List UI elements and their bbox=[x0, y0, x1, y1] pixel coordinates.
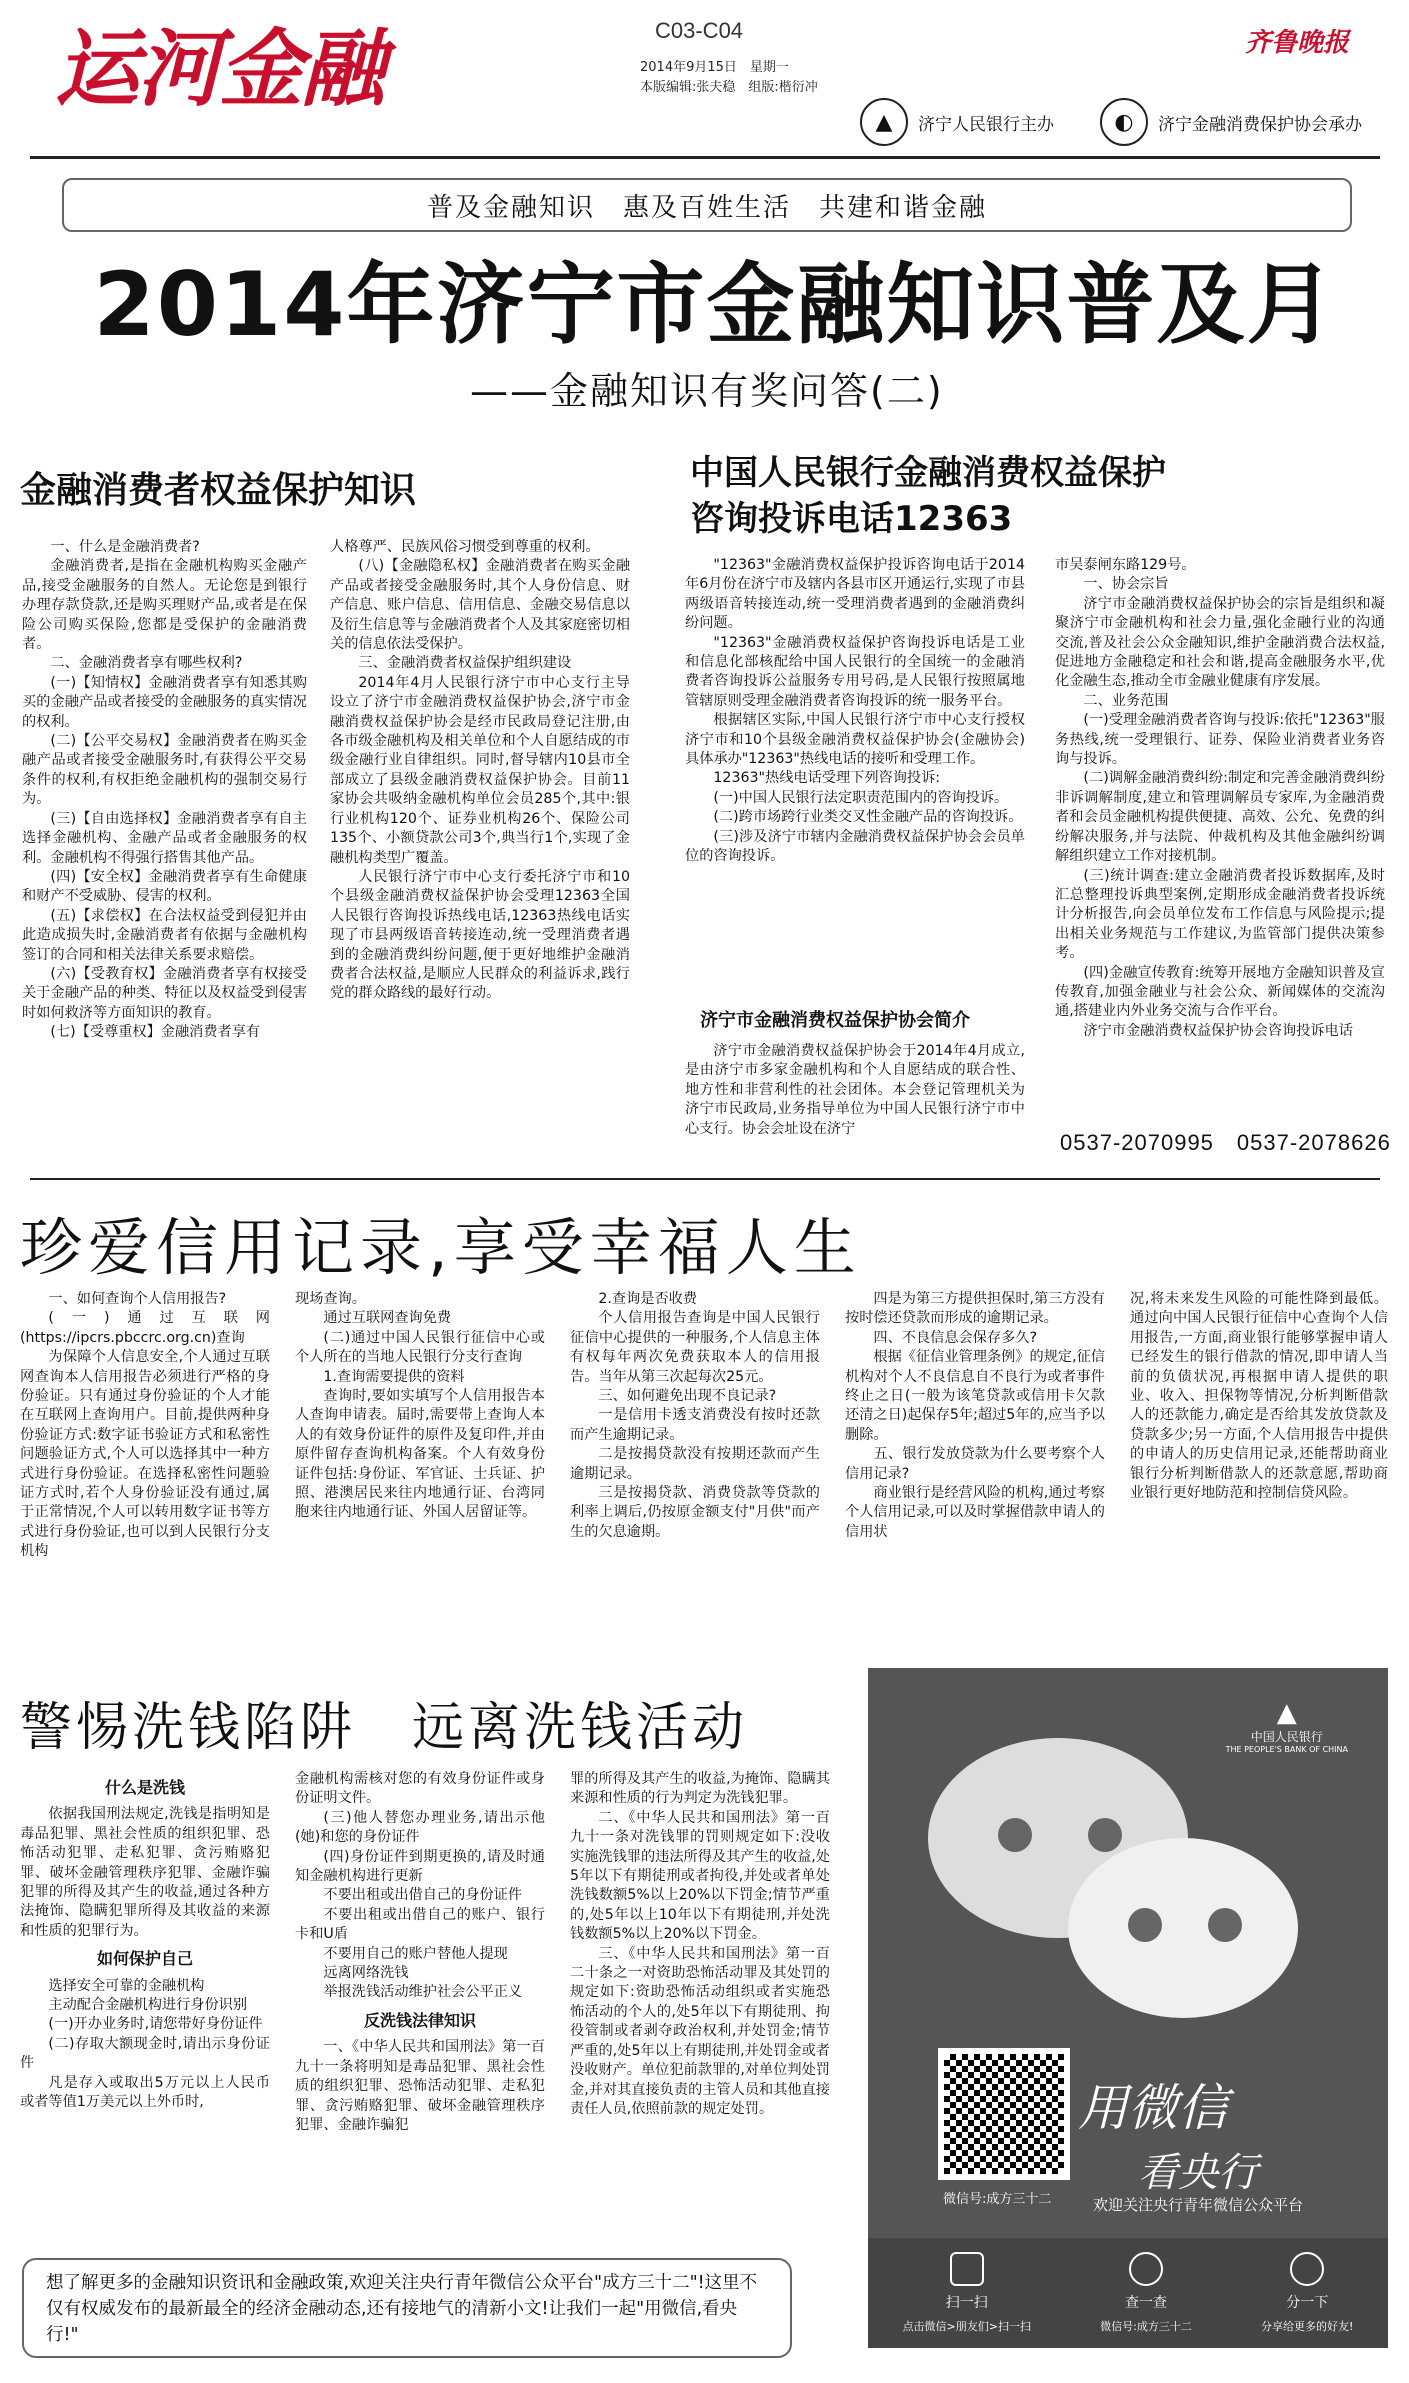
consumer-rights-column-2 bbox=[330, 538, 630, 1168]
paragraph: "12363"金融消费权益保护投诉咨询电话于2014年6月份在济宁市及辖内各县市区开通运行,实现了市县两级语音转接连动,统一受理消费者遇到的金融消费纠纷问题。 bbox=[685, 557, 1025, 632]
paragraph: (二)调解金融消费纠纷:制定和完善金融消费纠纷非诉调解制度,建立和管理调解员专家库,为金融消费者和会员金融机构提供便捷、高效、公允、免费的纠纷解决服务,并与法院、仲裁机构及其他金融纠纷调解组织建立工作对接机制。 bbox=[1055, 770, 1385, 865]
sponsor-association bbox=[1100, 98, 1362, 146]
section-divider bbox=[30, 1178, 1380, 1180]
paragraph: (四)身份证件到期更换的,请及时通知金融机构进行更新 bbox=[295, 1848, 545, 1885]
paragraph: (一)通过互联网(https://ipcrs.pbccrc.org.cn)查询 bbox=[20, 1310, 270, 1346]
paragraph: 举报洗钱活动维护社会公平正义 bbox=[323, 1984, 523, 2001]
sponsor-pboc-label: 济宁人民银行主办 bbox=[918, 114, 1054, 135]
paragraph: (八)【金融隐私权】金融消费者在购买金融产品或者接受金融服务时,其个人身份信息、财产信息、账户信息、信用信息、金融交易信息以及衍生信息等与金融消费者个人及其家庭密切相关的信息依法受保护。 bbox=[330, 558, 630, 653]
paragraph: 一是信用卡透支消费没有按时还款而产生逾期记录。 bbox=[570, 1407, 820, 1443]
paragraph: (七)【受尊重权】金融消费者享有 bbox=[50, 1024, 261, 1041]
paper-logo: 齐鲁晚报 bbox=[1245, 28, 1350, 58]
paragraph: 二是按揭贷款没有按期还款而产生逾期记录。 bbox=[570, 1446, 820, 1482]
paragraph: (一)中国人民银行法定职责范围内的咨询投诉。 bbox=[713, 789, 1009, 806]
ad-slogan-line2: 看央行 bbox=[1138, 2150, 1258, 2196]
paragraph: (一)【知情权】金融消费者享有知悉其购买的金融产品或者接受的金融服务的真实情况的权利。 bbox=[22, 674, 307, 730]
share-label: 分一下 bbox=[1286, 2295, 1329, 2311]
paragraph: 人格尊严、民族风俗习惯受到尊重的权利。 bbox=[330, 539, 600, 555]
paragraph: 二、业务范围 bbox=[1083, 692, 1169, 709]
slogan-banner: 普及金融知识 惠及百姓生活 共建和谐金融 bbox=[62, 178, 1352, 232]
paragraph: 人民银行济宁市中心支行委托济宁市和10个县级金融消费权益保护协会受理12363全国人民银行咨询投诉热线电话,12363热线电话实现了市县两级语音转接连动,统一受理消费者遇到的金融消费纠纷问题,便于更好地维护金融消费者合法权益,是顺应人民群众的利益诉求,践行党的群众路线的最好行动。 bbox=[330, 868, 630, 1002]
wechat-advertisement bbox=[868, 1668, 1388, 2348]
paragraph: (三)他人替您办理业务,请出示他(她)和您的身份证件 bbox=[295, 1809, 545, 1846]
chat-bubble-icon bbox=[1068, 1838, 1298, 2018]
paragraph: 主动配合金融机构进行身份识别 bbox=[48, 1997, 248, 2014]
ad-slogan-line1: 用微信 bbox=[1078, 2079, 1228, 2137]
aml-column-3 bbox=[570, 1770, 830, 2250]
paragraph: (二)【公平交易权】金融消费者在购买金融产品或者接受金融服务时,有获得公平交易条件的权利,有权拒绝金融机构的强制交易行为。 bbox=[22, 733, 307, 808]
paragraph: (四)金融宣传教育:统筹开展地方金融知识普及宣传教育,加强金融业与社会公众、新闻媒体的交流沟通,搭建业内外业务交流与合作平台。 bbox=[1055, 964, 1385, 1020]
qr-code[interactable] bbox=[938, 2048, 1070, 2180]
paragraph: 金融消费者,是指在金融机构购买金融产品,接受金融服务的自然人。无论您是到银行办理存款贷款,还是购买理财产品,或者是在保险公司购买保险,您都是受保护的金融消费者。 bbox=[22, 558, 307, 653]
share-hint: 分享给更多的好友! bbox=[1261, 2320, 1354, 2333]
aml-subheading: 反洗钱法律知识 bbox=[363, 2010, 476, 2030]
paragraph: (六)【受教育权】金融消费者享有权接受关于金融产品的种类、特征以及权益受到侵害时如何救济等方面知识的教育。 bbox=[22, 965, 307, 1021]
paragraph: 为保障个人信息安全,个人通过互联网查询本人信用报告必须进行严格的身份验证。只有通过身份验证的个人才能在互联网上查询用户。目前,提供两种身份验证方式:数字证书验证方式和私密性问题验证方式,个人可以选择其中一种方式进行身份验证。在选择私密性问题验证方式时,若个人身份验证没有通过,属于正常情况,个人可以转用数字证书等方式进行身份验证,也可以到人民银行分支机构 bbox=[20, 1349, 270, 1560]
section-anti-money-laundering-title: 警惕洗钱陷阱 远离洗钱活动 bbox=[20, 1698, 749, 1758]
paragraph: 况,将未来发生风险的可能性降到最低。通过向中国人民银行征信中心查询个人信用报告,一方面,商业银行能够掌握申请人已经发生的银行借款的情况,即申请人当前的负债状况,再根据申请人提供的职业、收入、担保物等情况,分析判断借款人的还款能力,确定是否给其发放贷款及贷款多少;另一方面,个人信用报告中提供的申请人的历史信用记录,还能帮助商业银行分析判断借款人的还款意愿,帮助商业银行更好地防范和控制信贷风险。 bbox=[1130, 1291, 1388, 1502]
paragraph: 凡是存入或取出5万元以上人民币或者等值1万美元以上外币时, bbox=[20, 2074, 270, 2111]
paragraph: (二)存取大额现金时,请出示身份证件 bbox=[20, 2035, 270, 2072]
section-hotline-title bbox=[690, 450, 1166, 542]
page-code: C03-C04 bbox=[655, 18, 744, 43]
ad-brand bbox=[1226, 1698, 1348, 1754]
credit-column-1 bbox=[20, 1290, 270, 1660]
paragraph: 一、《中华人民共和国刑法》第一百九十一条将明知是毒品犯罪、黑社会性质的组织犯罪、恐怖活动犯罪、走私犯罪、贪污贿赂犯罪、破坏金融管理秩序犯罪、金融诈骗犯 bbox=[295, 2039, 545, 2133]
paragraph: 一、如何查询个人信用报告? bbox=[48, 1291, 227, 1307]
consumer-rights-column-1 bbox=[22, 538, 307, 1168]
paragraph: (二)跨市场跨行业类交叉性金融产品的咨询投诉。 bbox=[713, 809, 1023, 826]
credit-column-3 bbox=[570, 1290, 820, 1660]
search-icon bbox=[1129, 2252, 1163, 2286]
search-hint: 微信号:成方三十二 bbox=[1100, 2320, 1192, 2333]
paragraph: (三)涉及济宁市辖内金融消费权益保护协会会员单位的咨询投诉。 bbox=[685, 828, 1025, 865]
heart-icon bbox=[1290, 2252, 1324, 2286]
section-consumer-rights-title: 金融消费者权益保护知识 bbox=[20, 470, 417, 511]
ad-wechat-id: 微信号:成方三十二 bbox=[943, 2192, 1052, 2207]
sponsor-association-label: 济宁金融消费保护协会承办 bbox=[1158, 114, 1362, 135]
paragraph: 1.查询需要提供的资料 bbox=[323, 1368, 465, 1385]
aml-subheading: 如何保护自己 bbox=[96, 1949, 193, 1969]
paragraph: 济宁市金融消费权益保护协会于2014年4月成立,是由济宁市多家金融机构和个人自愿结成的联合性、地方性和非营利性的社会团体。本会登记管理机关为济宁市民政局,业务指导单位为中国人民银行济宁市中心支行。协会会址设在济宁 bbox=[685, 1043, 1025, 1137]
association-intro-title: 济宁市金融消费权益保护协会简介 bbox=[700, 1010, 970, 1031]
paragraph: 二、金融消费者享有哪些权利? bbox=[50, 655, 243, 672]
scan-icon bbox=[950, 2252, 984, 2286]
association-logo-icon: ◐ bbox=[1100, 98, 1148, 146]
aml-column-2 bbox=[295, 1770, 545, 2250]
paragraph: 三是按揭贷款、消费贷款等贷款的利率上调后,仍按原金额支付"月供"而产生的欠息逾期。 bbox=[570, 1485, 820, 1540]
paragraph: 通过互联网查询免费 bbox=[323, 1310, 452, 1327]
hotline-title-line2: 咨询投诉电话12363 bbox=[690, 499, 1013, 539]
ad-brand-name: 中国人民银行 bbox=[1250, 1730, 1323, 1744]
paragraph: 四、不良信息会保存多久? bbox=[873, 1329, 1037, 1346]
issue-editors: 本版编辑:张夫稳 组版:楷衍冲 bbox=[640, 80, 818, 95]
paragraph: 一、什么是金融消费者? bbox=[50, 539, 200, 555]
ad-action-bar bbox=[868, 2238, 1388, 2348]
scan-hint: 点击微信>朋友们>扫一扫 bbox=[902, 2320, 1031, 2333]
scan-action bbox=[903, 2252, 1031, 2334]
paragraph: 12363"热线电话受理下列咨询投诉: bbox=[713, 770, 941, 787]
paragraph: 不要用自己的账户替他人提现 bbox=[323, 1945, 508, 1962]
issue-date: 2014年9月15日 星期一 bbox=[640, 60, 789, 75]
paragraph: 三、《中华人民共和国刑法》第一百二十条之一对资助恐怖活动罪及其处罚的规定如下:资助恐怖活动组织或者实施恐怖活动的个人的,处5年以下有期徒刑、拘役管制或者剥夺政治权利,并处罚金;情节严重的,处5年以上有期徒刑,并处罚金或者没收财产。单位犯前款罪的,对单位判处罚金,并对其直接负责的主管人员和其他直接责任人员,依照前款的规定处罚。 bbox=[570, 1945, 830, 2117]
credit-column-4 bbox=[845, 1290, 1105, 1660]
paragraph: 三、金融消费者权益保护组织建设 bbox=[358, 655, 572, 672]
paragraph: 远离网络洗钱 bbox=[323, 1965, 409, 1982]
paragraph: 五、银行发放贷款为什么要考察个人信用记录? bbox=[845, 1446, 1105, 1482]
main-title: 2014年济宁市金融知识普及月 bbox=[93, 253, 1337, 356]
hotline-column-1 bbox=[685, 556, 1025, 1011]
paragraph: 现场查询。 bbox=[295, 1291, 366, 1307]
search-action bbox=[1100, 2252, 1192, 2334]
paragraph: 一、协会宗旨 bbox=[1083, 576, 1169, 593]
paragraph: 不要出租或出借自己的账户、银行卡和U盾 bbox=[295, 1906, 545, 1943]
paragraph: 根据《征信业管理条例》的规定,征信机构对个人不良信息自不良行为或者事件终止之日(一般为该笔贷款或信用卡欠款还清之日)起保存5年;超过5年的,应当予以删除。 bbox=[845, 1349, 1105, 1443]
hotline-column-2 bbox=[1055, 556, 1385, 1116]
hotline-title-line1: 中国人民银行金融消费权益保护 bbox=[690, 453, 1166, 493]
sub-title: ——金融知识有奖问答(二) bbox=[470, 369, 944, 413]
paragraph: 三、如何避免出现不良记录? bbox=[598, 1388, 777, 1405]
paragraph: 商业银行是经营风险的机构,通过考察个人信用记录,可以及时掌握借款申请人的信用状 bbox=[845, 1485, 1105, 1540]
paragraph: 金融机构需核对您的有效身份证件或身份证明文件。 bbox=[295, 1771, 545, 1807]
pboc-logo-icon: ▲ bbox=[860, 98, 908, 146]
paragraph: (二)通过中国人民银行征信中心或个人所在的当地人民银行分支行查询 bbox=[295, 1329, 545, 1366]
paragraph: 四是为第三方提供担保时,第三方没有按时偿还贷款而形成的逾期记录。 bbox=[845, 1291, 1105, 1327]
paragraph: 选择安全可靠的金融机构 bbox=[48, 1977, 205, 1994]
issue-meta bbox=[640, 58, 818, 98]
paragraph: 市吴泰闸东路129号。 bbox=[1055, 557, 1196, 573]
paragraph: 罪的所得及其产生的收益,为掩饰、隐瞒其来源和性质的行为判定为洗钱犯罪。 bbox=[570, 1771, 830, 1807]
association-intro-text bbox=[685, 1042, 1025, 1166]
paragraph: 2.查询是否收费 bbox=[598, 1291, 698, 1307]
paragraph: 二、《中华人民共和国刑法》第一百九十一条对洗钱罪的罚则规定如下:没收实施洗钱罪的违法所得及其产生的收益,处5年以下有期徒刑或者拘役,并处或者单处洗钱数额5%以上20%以下罚金;情节严重的,处5年以上10年以下有期徒刑,并处洗钱数额5%以上20%以下罚金。 bbox=[570, 1809, 830, 1943]
paragraph: (四)【安全权】金融消费者享有生命健康和财产不受威胁、侵害的权利。 bbox=[22, 868, 307, 905]
paragraph: "12363"金融消费权益保护咨询投诉电话是工业和信息化部核配给中国人民银行的全国统一的金融消费者咨询投诉公益服务专用号码,是人民银行按照属地管辖原则受理金融消费者咨询投诉的统一服务平台。 bbox=[685, 634, 1025, 709]
ad-slogan bbox=[1078, 2068, 1258, 2198]
footnote-box: 想了解更多的金融知识资讯和金融政策,欢迎关注央行青年微信公众平台"成方三十二"!这里不仅有权威发布的最新最全的经济金融动态,还有接地气的清新小文!让我们一起"用微信,看央行!" bbox=[22, 2258, 792, 2358]
paragraph: (一)受理金融消费者咨询与投诉:依托"12363"服务热线,统一受理银行、证券、保险业消费者业务咨询与投诉。 bbox=[1055, 712, 1385, 768]
paragraph: (五)【求偿权】在合法权益受到侵犯并由此造成损失时,金融消费者有依据与金融机构签订的合同和相关法律关系要求赔偿。 bbox=[22, 907, 307, 963]
share-action bbox=[1261, 2252, 1353, 2334]
credit-column-2 bbox=[295, 1290, 545, 1660]
paragraph: 个人信用报告查询是中国人民银行征信中心提供的一种服务,个人信息主体有权每年两次免费获取本人的信用报告。当年从第三次起每次25元。 bbox=[570, 1310, 820, 1385]
paragraph: 根据辖区实际,中国人民银行济宁市中心支行授权济宁市和10个县级金融消费权益保护协会(金融协会)具体承办"12363"热线电话的接听和受理工作。 bbox=[685, 712, 1025, 768]
paragraph: 不要出租或出借自己的身份证件 bbox=[323, 1887, 523, 1904]
aml-column-1 bbox=[20, 1770, 270, 2250]
scan-label: 扫一扫 bbox=[945, 2295, 988, 2311]
paragraph: 依据我国刑法规定,洗钱是指明知是毒品犯罪、黑社会性质的组织犯罪、恐怖活动犯罪、走私犯罪、贪污贿赂犯罪、破坏金融管理秩序犯罪、金融诈骗犯罪的所得及其产生的收益,通过各种方法掩饰、隐瞒犯罪所得及其收益的来源和性质的犯罪行为。 bbox=[20, 1806, 270, 1939]
paragraph: 2014年4月人民银行济宁市中心支行主导设立了济宁市金融消费权益保护协会,济宁市金融消费权益保护协会是经市民政局登记注册,由各市级金融机构及相关单位和个人自愿结成的市级金融行业自律组织。同时,督导辖内10县市全部成立了县级金融消费权益保护协会。目前11家协会共吸纳金融机构单位会员285个,其中:银行业机构120个、证券业机构26个、保险公司135个、小额贷款公司3个,典当行1个,实现了金融机构类型广覆盖。 bbox=[330, 674, 630, 866]
masthead-title: 运河金融 bbox=[55, 20, 384, 118]
paragraph: 济宁市金融消费权益保护协会的宗旨是组织和凝聚济宁市金融机构和社会力量,强化金融行业的沟通交流,普及社会公众金融知识,维护金融消费合法权益,促进地方金融稳定和社会和谐,提高金融服务水平,优化金融生态,推动全市金融业健康有序发展。 bbox=[1055, 595, 1385, 690]
paragraph: 济宁市金融消费权益保护协会咨询投诉电话 bbox=[1083, 1022, 1353, 1039]
search-label: 查一查 bbox=[1125, 2295, 1167, 2311]
association-phone-numbers: 0537-2070995 0537-2078626 bbox=[1060, 1130, 1391, 1155]
header-divider bbox=[30, 156, 1380, 159]
aml-subheading: 什么是洗钱 bbox=[104, 1778, 185, 1797]
sponsor-pboc bbox=[860, 98, 1054, 146]
section-credit-title: 珍爱信用记录,享受幸福人生 bbox=[20, 1211, 862, 1284]
ad-brand-name-en: THE PEOPLE'S BANK OF CHINA bbox=[1225, 1745, 1348, 1754]
paragraph: (一)开办业务时,请您带好身份证件 bbox=[48, 2016, 263, 2033]
ad-welcome-text: 欢迎关注央行青年微信公众平台 bbox=[1093, 2196, 1304, 2214]
credit-column-5 bbox=[1130, 1290, 1388, 1660]
paragraph: (三)统计调查:建立金融消费者投诉数据库,及时汇总整理投诉典型案例,定期形成金融消费者投诉统计分析报告,向会员单位发布工作信息与风险提示;提出相关业务规范与工作建议,为监管部门提供决策参考。 bbox=[1055, 867, 1385, 962]
paragraph: (三)【自由选择权】金融消费者享有自主选择金融机构、金融产品或者金融服务的权利。金融机构不得强行搭售其他产品。 bbox=[22, 810, 307, 866]
pboc-logo-icon: ▲ bbox=[1276, 1698, 1297, 1728]
masthead bbox=[55, 14, 565, 126]
paragraph: 查询时,要如实填写个人信用报告本人查询申请表。届时,需要带上查询人本人的有效身份证件的原件及复印件,并由原件留存查询机构备案。个人有效身份证件包括:身份证、军官证、士兵证、护照、港澳居民来往内地通行证、台湾同胞来往内地通行证、外国人居留证等。 bbox=[295, 1388, 545, 1521]
